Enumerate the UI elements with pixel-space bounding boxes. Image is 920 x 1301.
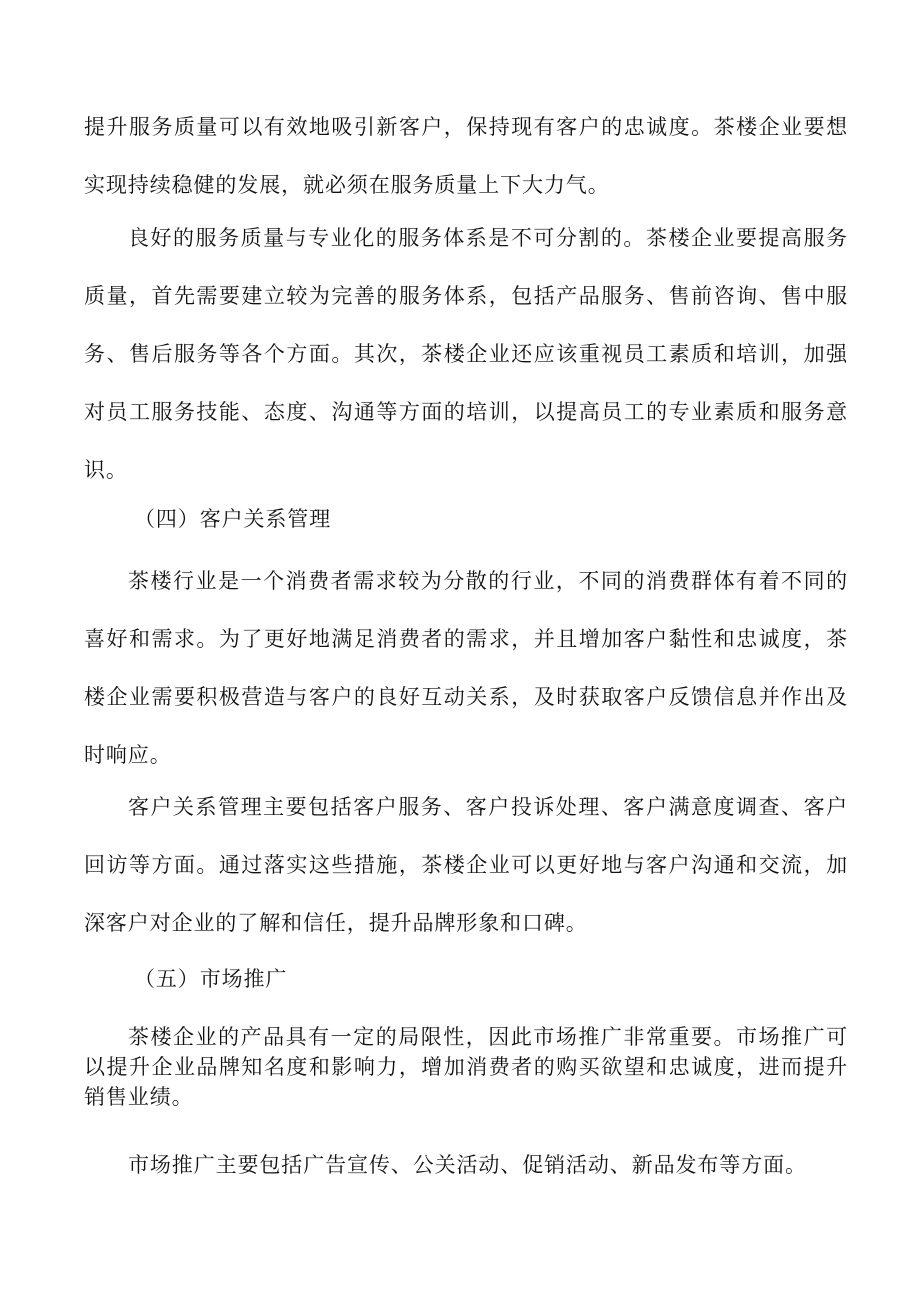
body-paragraph: 良好的服务质量与专业化的服务体系是不可分割的。茶楼企业要提高服务质量，首先需要建立较为完善的服务体系，包括产品服务、售前咨询、售中服务、售后服务等各个方面。其次，茶楼企业还应该重视员工素质和培训，加强对员工服务技能、态度、沟通等方面的培训，以提高员工的专业素质和服务意识。	[84, 226, 848, 482]
body-paragraph: 茶楼企业的产品具有一定的局限性，因此市场推广非常重要。市场推广可以提升企业品牌知名度和影响力，增加消费者的购买欲望和忠诚度，进而提升销售业绩。	[84, 1025, 848, 1109]
section-heading: （五）市场推广	[134, 967, 288, 991]
body-paragraph: 客户关系管理主要包括客户服务、客户投诉处理、客户满意度调查、客户回访等方面。通过落实这些措施，茶楼企业可以更好地与客户沟通和交流，加深客户对企业的了解和信任，提升品牌形象和口碑。	[84, 795, 848, 935]
section-heading: （四）客户关系管理	[134, 507, 332, 531]
body-paragraph: 市场推广主要包括广告宣传、公关活动、促销活动、新品发布等方面。	[128, 1153, 807, 1177]
body-paragraph: 提升服务质量可以有效地吸引新客户，保持现有客户的忠诚度。茶楼企业要想实现持续稳健的发展，就必须在服务质量上下大力气。	[84, 115, 848, 197]
body-paragraph: 茶楼行业是一个消费者需求较为分散的行业，不同的消费群体有着不同的喜好和需求。为了更好地满足消费者的需求，并且增加客户黏性和忠诚度，茶楼企业需要积极营造与客户的良好互动关系，及时获取客户反馈信息并作出及时响应。	[84, 569, 848, 767]
